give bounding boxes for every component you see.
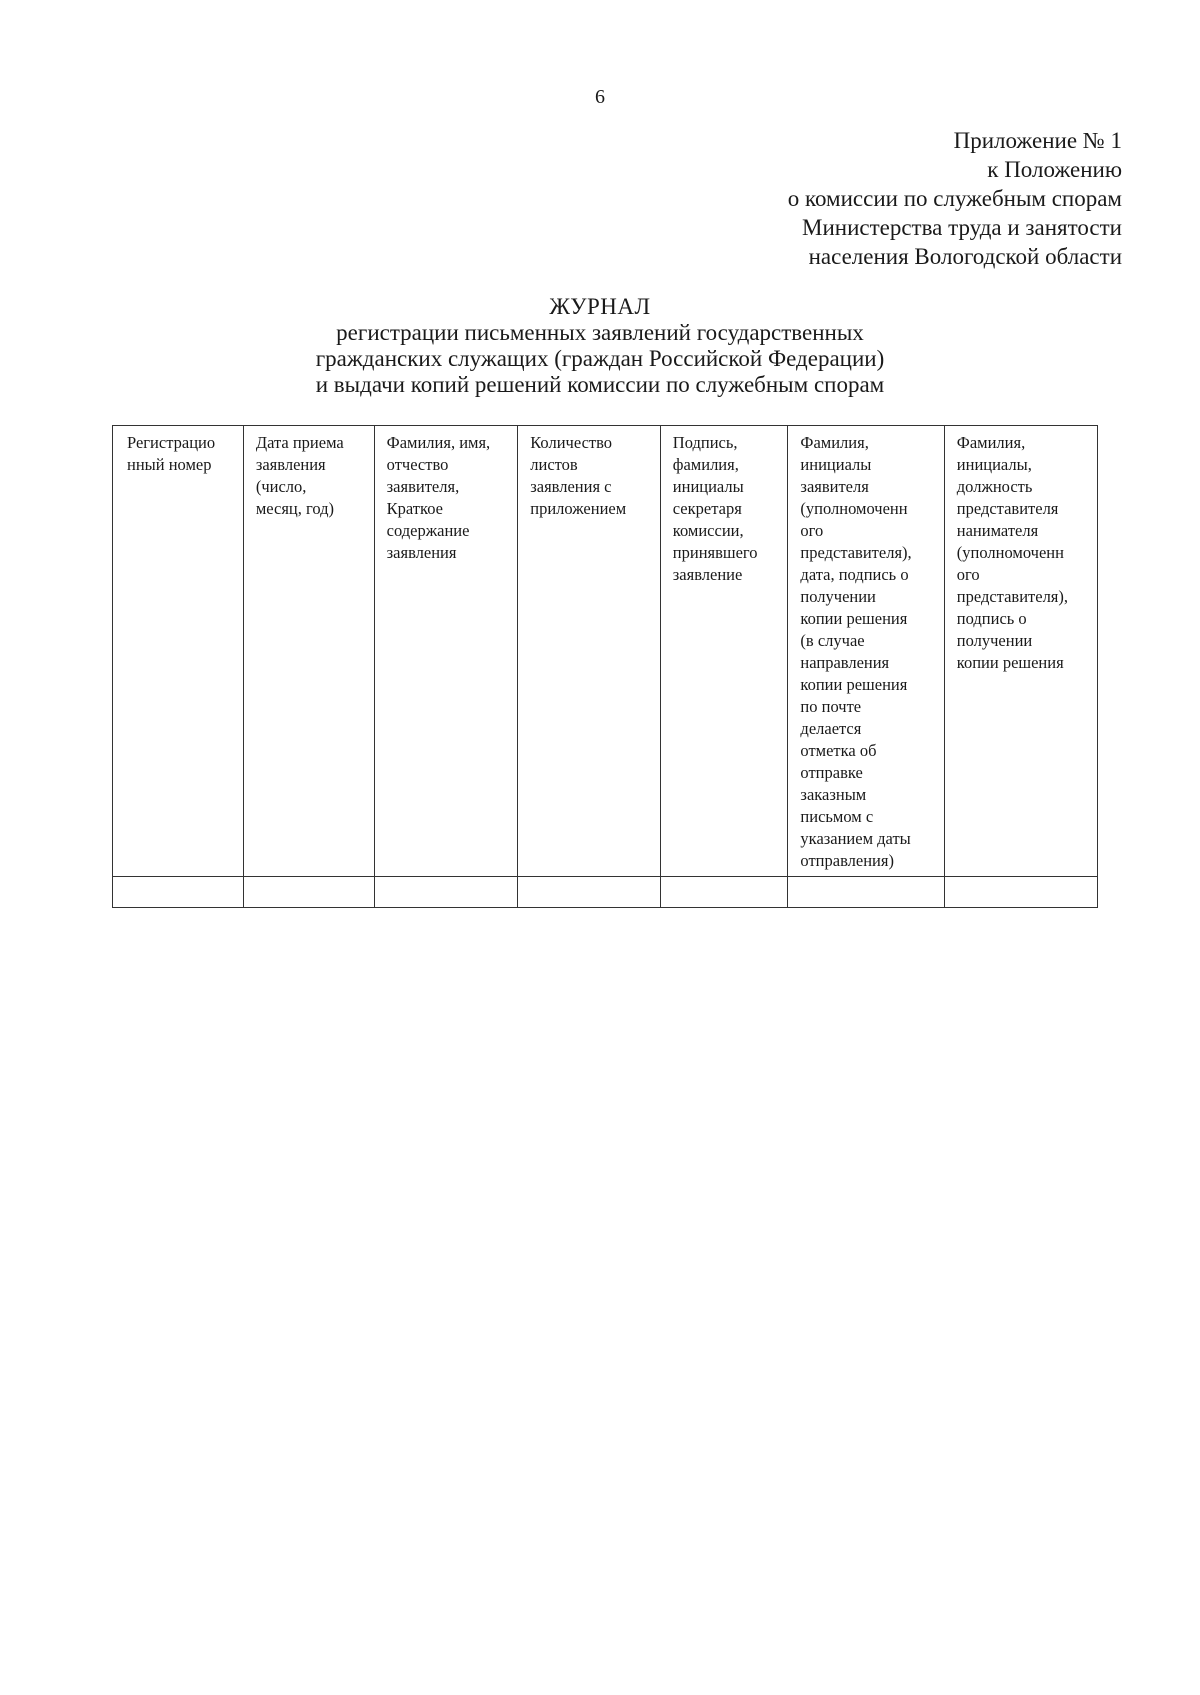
table-cell xyxy=(788,877,944,908)
journal-subtitle-line: и выдачи копий решений комиссии по служебным спорам xyxy=(315,372,885,397)
table-row xyxy=(113,877,1098,908)
header-applicant-receipt: Фамилия, инициалы заявителя (уполномоченн ого представителя), дата, подпись о получении копии решения (в случае направления копии решения по почте делается отметка об отправке заказным письмом с указанием даты отправления) xyxy=(788,426,944,877)
table-cell xyxy=(518,877,661,908)
appendix-line: Министерства труда и занятости xyxy=(802,215,1122,240)
appendix-line: о комиссии по служебным спорам xyxy=(787,186,1122,211)
header-registration-number: Регистрацио нный номер xyxy=(113,426,244,877)
journal-table xyxy=(112,425,1098,908)
appendix-line: к Положению xyxy=(987,157,1122,182)
page-number: 6 xyxy=(595,86,605,108)
header-employer-representative: Фамилия, инициалы, должность представителя нанимателя (уполномоченн ого представителя), подпись о получении копии решения xyxy=(944,426,1097,877)
journal-heading xyxy=(0,294,1200,398)
table-cell xyxy=(944,877,1097,908)
journal-title: ЖУРНАЛ xyxy=(549,294,651,319)
table-header-row xyxy=(113,426,1098,877)
table-cell xyxy=(374,877,518,908)
journal-subtitle-line: гражданских служащих (граждан Российской Федерации) xyxy=(315,346,885,371)
table-cell xyxy=(243,877,374,908)
header-applicant-name-summary: Фамилия, имя, отчество заявителя, Краткое содержание заявления xyxy=(374,426,518,877)
appendix-line: населения Вологодской области xyxy=(808,244,1122,269)
header-secretary-signature: Подпись, фамилия, инициалы секретаря комиссии, принявшего заявление xyxy=(660,426,788,877)
header-receipt-date: Дата приема заявления (число, месяц, год) xyxy=(243,426,374,877)
header-sheet-count: Количество листов заявления с приложением xyxy=(518,426,661,877)
table-cell xyxy=(113,877,244,908)
appendix-line: Приложение № 1 xyxy=(953,128,1122,153)
table-cell xyxy=(660,877,788,908)
journal-subtitle-line: регистрации письменных заявлений государственных xyxy=(336,320,864,345)
appendix-reference xyxy=(788,126,1122,271)
